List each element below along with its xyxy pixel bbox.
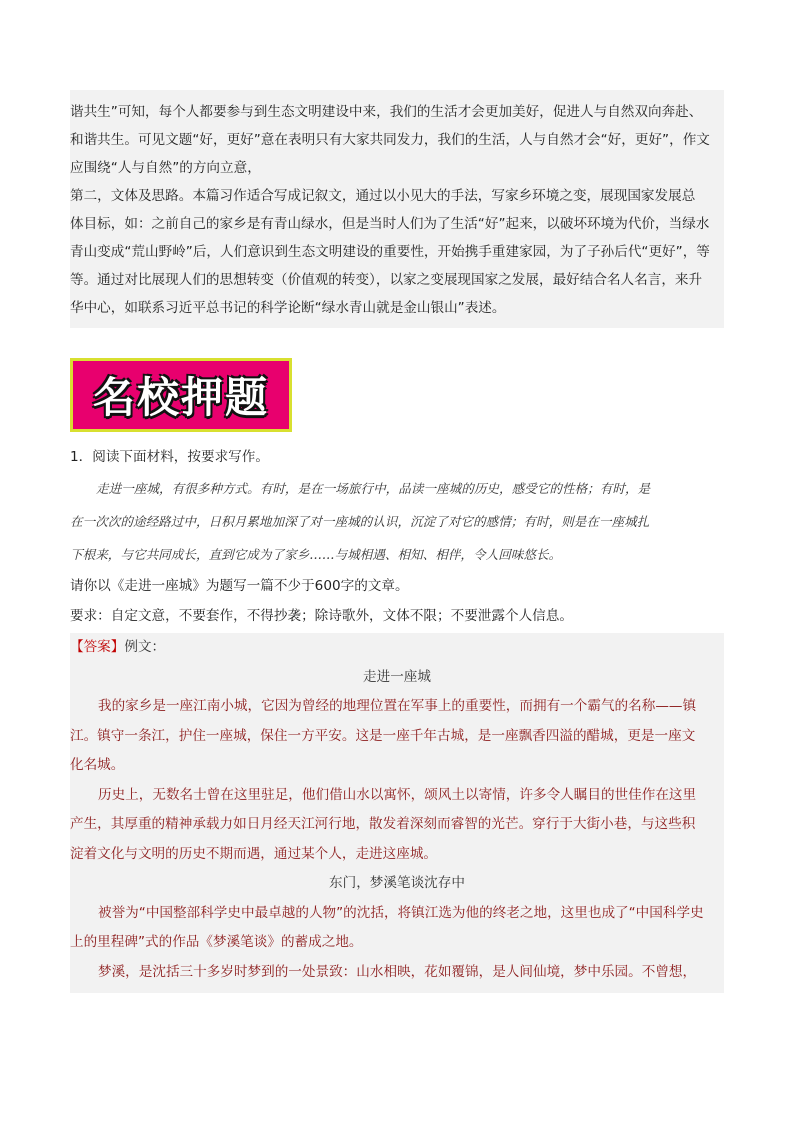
essay-line: 上的里程碑”式的作品《梦溪笔谈》的蓄成之地。 — [70, 934, 363, 950]
analysis-line: 第二，文体及思路。本篇习作适合写成记叙文，通过以小见大的手法，写家乡环境之变，展现国家发展总 — [70, 188, 696, 204]
answer-lead: 例文： — [124, 639, 166, 655]
essay-line: 化名城。 — [70, 757, 125, 773]
analysis-block — [70, 90, 724, 328]
question-material — [70, 472, 724, 571]
analysis-line: 应围绕“人与自然”的方向立意， — [70, 160, 261, 176]
question-block — [70, 442, 724, 631]
question-requirements: 要求：自定文意，不要套作，不得抄袭；除诗歌外，文体不限；不要泄露个人信息。 — [70, 608, 573, 624]
essay-section-heading: 东门，梦溪笔谈沈存中 — [329, 875, 465, 891]
answer-tag: 【答案】 — [70, 639, 125, 655]
essay-title: 走进一座城 — [363, 668, 431, 685]
material-line: 走进一座城，有很多种方式。有时，是在一场旅行中，品读一座城的历史，感受它的性格；有时，是 — [96, 481, 651, 496]
analysis-line: 华中心，如联系习近平总书记的科学论断“绿水青山就是金山银山”表述。 — [70, 300, 506, 316]
essay-line: 被誉为“中国整部科学史中最卓越的人物”的沈括，将镇江选为他的终老之地，这里也成了“中国科学史 — [98, 904, 704, 921]
question-instruction: 请你以《走进一座城》为题写一篇不少于600字的文章。 — [70, 578, 409, 594]
document-page — [70, 90, 724, 993]
answer-header — [70, 633, 724, 663]
essay-line: 产生，其厚重的精神承载力如日月经天江河行地，散发着深刻而睿智的光芒。穿行于大街小巷，与这些积 — [70, 816, 696, 832]
analysis-line: 谐共生”可知，每个人都要参与到生态文明建设中来，我们的生活才会更加美好，促进人与自然双向奔赴、 — [70, 104, 703, 120]
essay-line: 梦溪，是沈括三十多岁时梦到的一处景致：山水相映，花如覆锦，是人间仙境，梦中乐园。不曾想， — [98, 963, 697, 980]
analysis-line: 等。通过对比展现人们的思想转变（价值观的转变），以家之变展现国家之发展，最好结合名人名言，来升 — [70, 272, 703, 288]
section-banner — [70, 358, 724, 440]
essay-line: 江。镇守一条江，护住一座城，保住一方平安。这是一座千年古城，是一座飘香四溢的醋城，更是一座文 — [70, 727, 696, 744]
answer-block — [70, 633, 724, 993]
analysis-line: 体目标，如：之前自己的家乡是有青山绿水，但是当时人们为了生活“好”起来，以破坏环境为代价，当绿水 — [70, 216, 710, 232]
material-line: 下根来，与它共同成长，直到它成为了家乡……与城相遇、相知、相伴，令人回味悠长。 — [70, 547, 562, 562]
analysis-line: 和谐共生。可见文题“好，更好”意在表明只有大家共同发力，我们的生活，人与自然才会“好，更好”，作文 — [70, 132, 710, 148]
analysis-line: 青山变成“荒山野岭”后，人们意识到生态文明建设的重要性，开始携手重建家园，为了子孙后代“更好”，等 — [70, 244, 710, 260]
question-prompt: 1．阅读下面材料，按要求写作。 — [70, 449, 269, 465]
essay-line: 历史上，无数名士曾在这里驻足，他们借山水以寓怀，颂风土以寄情，许多令人瞩目的世佳作在这里 — [98, 786, 697, 803]
essay-line: 淀着文化与文明的历史不期而遇，通过某个人，走进这座城。 — [70, 845, 438, 862]
material-line: 在一次次的途经路过中，日积月累地加深了对一座城的认识，沉淀了对它的感情；有时，则是在一座城扎 — [70, 514, 650, 529]
banner-stamp — [70, 358, 292, 432]
banner-title: 名校押题 — [92, 373, 269, 422]
essay-line: 我的家乡是一座江南小城，它因为曾经的地理位置在军事上的重要性，而拥有一个霸气的名称——镇 — [98, 698, 697, 714]
